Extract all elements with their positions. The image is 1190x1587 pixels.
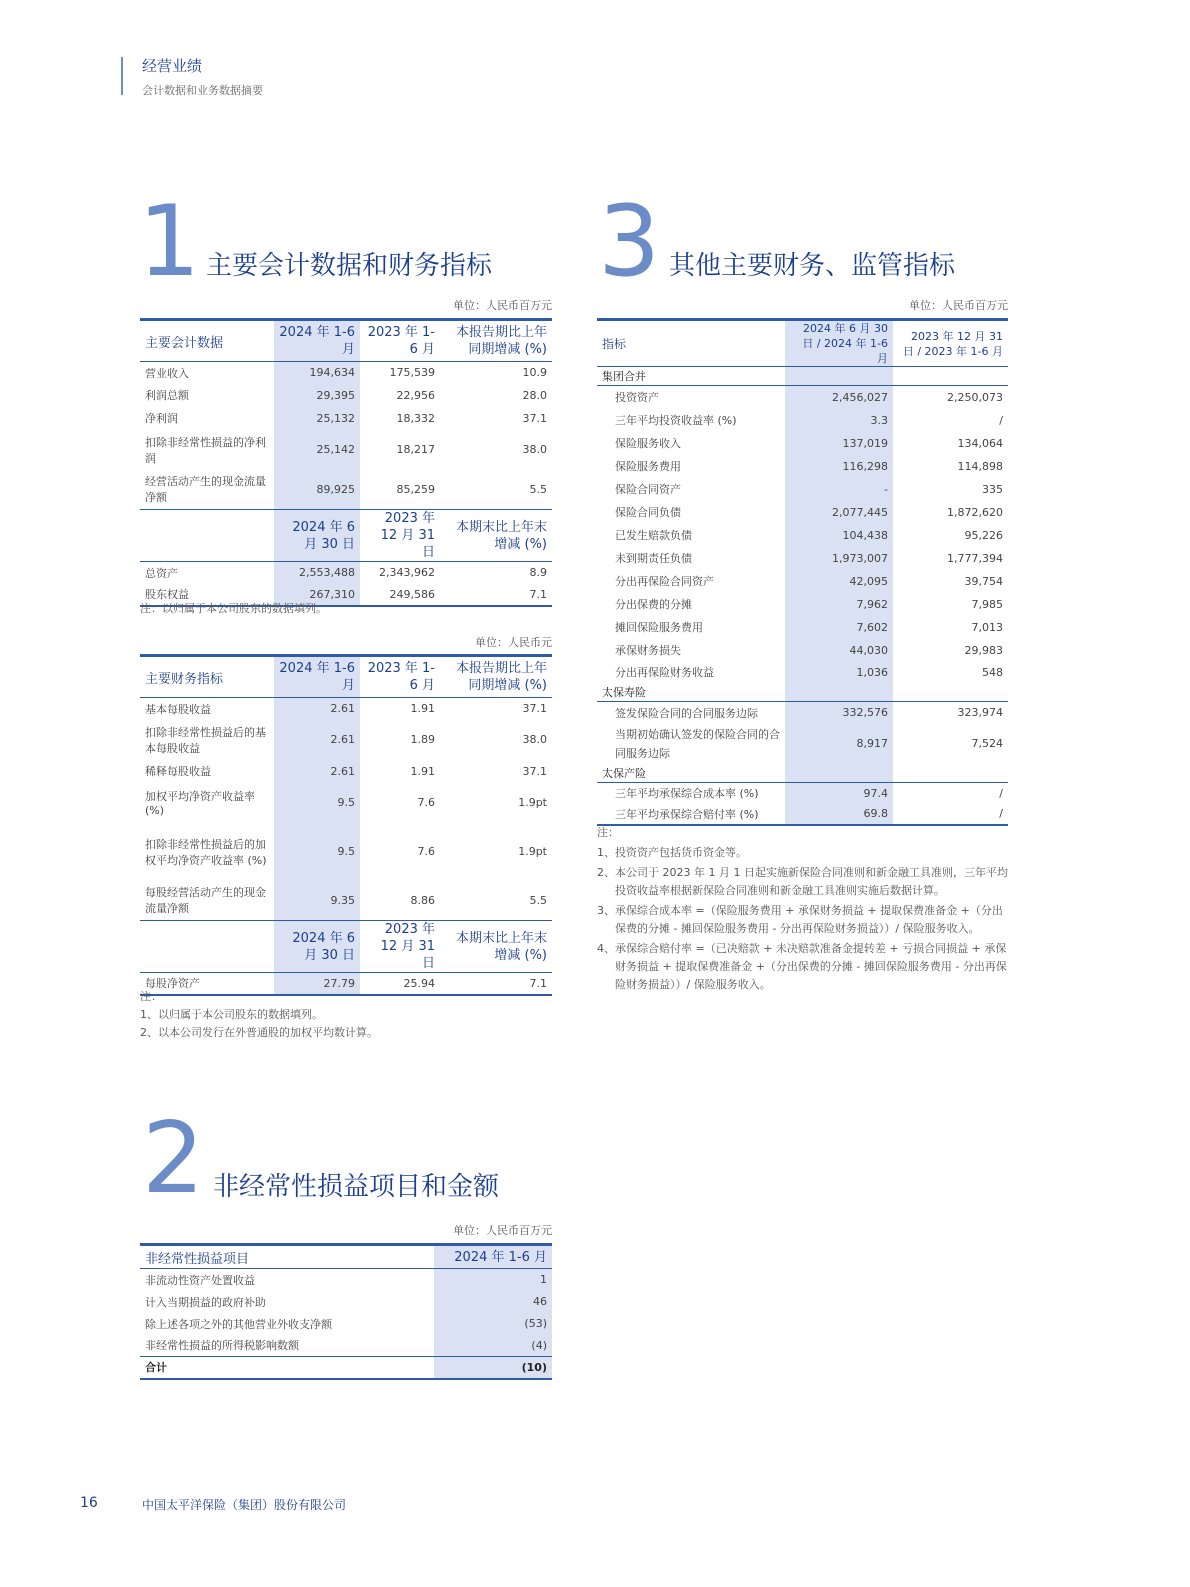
row-label: 分出再保险合同资产 [615,575,714,588]
row-label: 股东权益 [140,584,274,606]
row-label: 每股经营活动产生的现金流量净额 [145,886,266,916]
cell: 8.86 [410,893,435,907]
cell: 7,013 [971,620,1003,634]
row-label: 保险服务收入 [615,437,681,450]
cell: 85,259 [396,482,435,496]
table-row [140,1313,552,1335]
row-label: 营业收入 [140,362,274,384]
table-1-note: 注：以归属于本公司股东的数据填列。 [140,602,327,615]
table-row [140,407,552,430]
cell: 46 [434,1291,552,1313]
table-row [140,720,552,760]
table-row [597,432,1008,455]
cell: 7.6 [417,796,435,809]
group-label: 太保寿险 [602,685,646,699]
row-label: 除上述各项之外的其他营业外收支净额 [145,1317,332,1331]
table-row [140,384,552,407]
note-line: 2、以本公司发行在外普通股的加权平均数计算。 [140,1026,378,1039]
cell: 134,064 [957,436,1003,450]
table-row [597,478,1008,501]
cell: 9.5 [274,783,360,823]
table-row [597,524,1008,547]
col-header: 2024 年 1-6 月 [274,320,360,362]
row-label: 扣除非经常性损益后的基本每股收益 [145,725,266,755]
cell: 194,634 [274,362,360,384]
cell: 37.1 [440,698,552,720]
cell: 10.9 [440,362,552,384]
section-2-title: 非经常性损益项目和金额 [213,1172,500,1202]
cell: 27.79 [274,973,360,995]
cell: 37.1 [522,411,547,425]
note-line: 4、承保综合赔付率 =（已决赔款 + 未决赔款准备金提转差 + 亏损合同损益 + 承保财务损益 + 提取保费准备金 +（分出保费的分摊 - 摊回保险服务费用 - 分出再保险财务损益））/ 保险服务收入。 [597,942,1007,991]
cell: 114,898 [957,459,1003,473]
row-label: 扣除非经常性损益后的加权平均净资产收益率 (%) [145,837,267,867]
cell: 44,030 [785,639,893,662]
section-1-number: 1 [138,185,201,299]
cell: 7,985 [971,597,1003,611]
cell: 8,917 [785,724,893,764]
note-line: 1、投资资产包括货币资金等。 [597,846,747,859]
table-row [597,455,1008,478]
table-row [597,547,1008,570]
col-header: 本报告期比上年同期增减 (%) [440,320,552,362]
cell: 38.0 [522,733,547,746]
row-label: 未到期责任负债 [615,552,692,565]
row-label: 投资资产 [597,386,785,409]
cell: 28.0 [522,388,547,402]
cell: 2,343,962 [360,562,440,584]
row-label: 扣除非经常性损益的净利润 [145,435,266,465]
col-header: 2024 年 6 月 30 日 [274,921,360,973]
cell: 1,777,394 [947,551,1003,565]
table-row [140,1291,552,1313]
table-row [597,702,1008,724]
cell: / [999,413,1003,427]
table-row [140,823,552,881]
cell: 1,973,007 [785,547,893,570]
section-1-title: 主要会计数据和财务指标 [206,251,493,281]
cell: 7.6 [417,845,435,858]
row-label: 非经常性损益的所得税影响数额 [145,1339,299,1353]
cell: 1 [434,1269,552,1291]
row-label: 已发生赔款负债 [615,529,692,542]
table-row [597,570,1008,593]
row-label: 承保财务损失 [615,644,681,657]
cell: 42,095 [785,570,893,593]
row-label: 签发保险合同的合同服务边际 [597,702,785,724]
table-row [597,386,1008,409]
table-row [140,783,552,823]
cell: 9.5 [274,823,360,881]
row-label: 净利润 [145,412,178,425]
col-header: 2024 年 6 月 30 日 / 2024 年 1-6 月 [785,320,893,367]
section-3-notes [597,824,1009,994]
cell: 7,524 [971,737,1003,750]
note-line: 注： [140,990,162,1003]
cell: 37.1 [522,764,547,778]
section-2-number: 2 [142,1102,205,1216]
section-1-unit-1: 单位：人民币百万元 [453,299,552,312]
cell: 1.91 [360,698,440,720]
row-label: 保险合同资产 [615,483,681,496]
cell: 29,395 [274,384,360,407]
row-label: 总资产 [140,562,274,584]
cell: 3.3 [785,409,893,432]
cell: 104,438 [785,524,893,547]
table-row [597,409,1008,432]
cell: 7,962 [785,593,893,616]
row-label: 摊回保险服务费用 [615,621,703,634]
cell: 1.91 [410,764,435,778]
table-row [140,881,552,921]
table-row [597,616,1008,639]
cell: 39,754 [964,574,1003,588]
cell: 332,576 [785,702,893,724]
row-label: 稀释每股收益 [145,765,211,778]
cell: 38.0 [522,443,547,456]
page-number: 16 [80,1495,98,1511]
cell: 323,974 [893,702,1008,724]
col-header: 2024 年 1-6 月 [434,1245,552,1269]
cell: 29,983 [964,643,1003,657]
cell: 1.9pt [518,796,547,809]
row-label: 三年平均承保综合成本率 (%) [597,783,785,804]
table-total-row [140,1357,552,1379]
col-header: 2024 年 1-6 月 [274,656,360,698]
row-label: 保险服务费用 [615,460,681,473]
cell: 7.1 [440,584,552,606]
row-label: 合计 [140,1357,434,1379]
group-label: 太保产险 [602,766,646,780]
group-header-row [597,764,1008,783]
table-row [140,362,552,384]
group-label: 集团合并 [597,367,785,386]
cell: 249,586 [360,584,440,606]
cell: 5.5 [529,893,547,907]
cell: 7.1 [440,973,552,995]
cell: (4) [434,1335,552,1357]
section-3-unit: 单位：人民币百万元 [909,299,1008,312]
row-label: 经营活动产生的现金流量净额 [145,475,266,505]
cell: 2,250,073 [893,386,1008,409]
note-line: 注： [597,826,619,839]
table-row [597,662,1008,683]
cell: 2.61 [274,760,360,783]
cell: 8.9 [440,562,552,584]
table-row [140,760,552,783]
cell: 25.94 [360,973,440,995]
col-header: 主要财务指标 [140,656,274,698]
table-row [597,724,1008,764]
cell: 89,925 [274,470,360,510]
section-3-number: 3 [598,185,661,299]
main-accounting-data-table [140,318,552,607]
col-header: 本期末比上年末增减 (%) [440,921,552,973]
cell: 69.8 [785,804,893,825]
cell: 22,956 [396,388,435,402]
row-label: 三年平均承保综合赔付率 (%) [597,804,785,825]
col-header: 2023 年 12 月 31 日 [360,921,440,973]
cell: 267,310 [274,584,360,606]
cell: 18,332 [396,411,435,425]
cell: 2.61 [274,698,360,720]
header-accent-bar [121,57,123,95]
row-label: 分出保费的分摊 [615,598,692,611]
section-header-subtitle: 会计数据和业务数据摘要 [142,84,263,97]
table-row [597,804,1008,825]
cell: 175,539 [360,362,440,384]
cell: 548 [982,665,1003,679]
table-row [597,501,1008,524]
col-header: 指标 [597,320,785,367]
col-header: 本期末比上年末增减 (%) [440,510,552,562]
note-line: 1、以归属于本公司股东的数据填列。 [140,1008,323,1021]
table-row [597,593,1008,616]
cell: 25,132 [274,407,360,430]
table-row [597,639,1008,662]
row-label: 每股净资产 [140,973,274,995]
cell: 1,872,620 [947,505,1003,519]
row-label: 加权平均净资产收益率 (%) [145,790,255,817]
row-label: 非流动性资产处置收益 [140,1269,434,1291]
table-row [140,470,552,510]
other-financial-regulatory-table [597,318,1008,826]
col-header: 本报告期比上年同期增减 (%) [440,656,552,698]
col-header: 2023 年 12 月 31 日 [360,510,440,562]
col-header: 主要会计数据 [140,320,274,362]
section-2-unit: 单位：人民币百万元 [453,1224,552,1237]
table-row [140,698,552,720]
cell: 1.9pt [518,845,547,858]
cell: 9.35 [274,881,360,921]
section-1-unit-2: 单位：人民币元 [475,636,552,649]
cell: 2,456,027 [785,386,893,409]
cell: / [893,783,1008,804]
non-recurring-items-table [140,1243,552,1380]
cell: 18,217 [396,443,435,456]
row-label: 保险合同负债 [615,506,681,519]
col-header: 非经常性损益项目 [140,1245,434,1269]
col-header: 2023 年 1-6 月 [360,656,440,698]
group-header-row [597,683,1008,702]
row-label: 利润总额 [145,389,189,402]
cell: 116,298 [785,455,893,478]
table-row [140,430,552,470]
table-row [140,1269,552,1291]
cell: 95,226 [964,528,1003,542]
cell: 1,036 [785,662,893,683]
row-label: 计入当期损益的政府补助 [145,1295,266,1309]
section-3-title: 其他主要财务、监管指标 [669,251,956,281]
cell: 2.61 [274,720,360,760]
row-label: 当期初始确认签发的保险合同的合同服务边际 [615,727,780,760]
section-header-title: 经营业绩 [142,57,203,75]
col-header: 2024 年 6 月 30 日 [274,510,360,562]
table-2-notes [140,988,552,1042]
main-financial-indicators-table [140,654,552,996]
cell: - [785,478,893,501]
note-line: 2、本公司于 2023 年 1 月 1 日起实施新保险合同准则和新金融工具准则，三年平均投资收益率根据新保险合同准则和新金融工具准则实施后数据计算。 [597,866,1008,897]
cell: 7,602 [785,616,893,639]
row-label: 基本每股收益 [140,698,274,720]
cell: 137,019 [785,432,893,455]
table-row [597,783,1008,804]
cell: 2,553,488 [274,562,360,584]
cell: (53) [434,1313,552,1335]
row-label: 三年平均投资收益率 (%) [615,414,737,427]
col-header: 2023 年 12 月 31 日 / 2023 年 1-6 月 [893,320,1008,367]
cell: / [893,804,1008,825]
cell: (10) [434,1357,552,1379]
table-row [140,1335,552,1357]
cell: 2,077,445 [785,501,893,524]
row-label: 分出再保险财务收益 [615,666,714,679]
company-name: 中国太平洋保险（集团）股份有限公司 [142,1498,347,1512]
cell: 1.89 [410,733,435,746]
cell: 5.5 [529,482,547,496]
group-header-row [597,367,1008,386]
cell: 25,142 [274,430,360,470]
cell: 335 [982,482,1003,496]
col-header: 2023 年 1-6 月 [360,320,440,362]
note-line: 3、承保综合成本率 =（保险服务费用 + 承保财务损益 + 提取保费准备金 +（分出保费的分摊 - 摊回保险服务费用 - 分出再保险财务损益））/ 保险服务收入。 [597,904,1003,935]
table-row [140,562,552,584]
cell: 97.4 [785,783,893,804]
